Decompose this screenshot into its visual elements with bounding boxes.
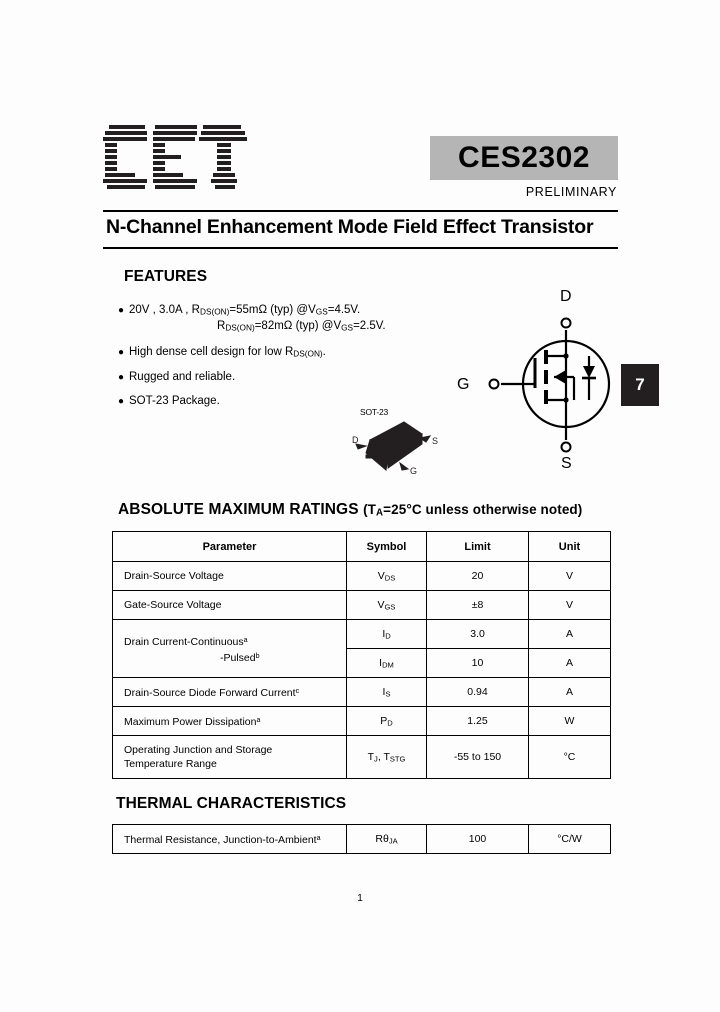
row-limit: -55 to 150 xyxy=(427,736,529,779)
row-symbol: $I_D$ xyxy=(347,620,427,649)
features-list xyxy=(118,303,418,418)
features-heading: FEATURES xyxy=(124,268,208,285)
page-title: N-Channel Enhancement Mode Field Effect Transistor xyxy=(106,216,594,238)
row-parameter: Gate-Source Voltage xyxy=(113,591,347,620)
package-pin-g-label: G xyxy=(410,466,418,476)
table-row xyxy=(113,562,611,591)
feature-item-rdson xyxy=(118,303,418,336)
table-row xyxy=(113,825,611,854)
sot23-package-drawing xyxy=(352,408,444,480)
row-unit: °C xyxy=(529,736,611,779)
row-symbol: $V_{DS}$ xyxy=(347,562,427,591)
row-symbol: $I_{DM}$ xyxy=(347,649,427,678)
thermal-characteristics-table xyxy=(112,824,611,854)
ratings-condition: ($T_A=25^\circ C$ unless otherwise noted) xyxy=(363,502,583,519)
symbol-drain-label: D xyxy=(560,288,572,305)
table-header-row xyxy=(113,532,611,562)
row-unit: °C/W xyxy=(529,825,611,854)
row-limit: 0.94 xyxy=(427,678,529,707)
row-symbol: $P_D$ xyxy=(347,707,427,736)
package-pin-s-label: S xyxy=(432,436,439,446)
absolute-maximum-ratings-heading: ABSOLUTE MAXIMUM RATINGS ($T_A=25^\circ C$ unless otherwise noted) xyxy=(118,501,583,519)
row-limit: 100 xyxy=(427,825,529,854)
feature-text: Rugged and reliable. xyxy=(129,371,236,384)
bullet-icon: ● xyxy=(118,372,125,384)
row-unit: A xyxy=(529,649,611,678)
row-limit: ±8 xyxy=(427,591,529,620)
feature-text: SOT-23 Package. xyxy=(129,395,220,408)
table-row xyxy=(113,678,611,707)
row-limit: 3.0 xyxy=(427,620,529,649)
row-parameter: Drain-Source Diode Forward Current$^c$ xyxy=(113,678,347,707)
row-limit: 1.25 xyxy=(427,707,529,736)
column-header-limit: Limit xyxy=(427,532,529,562)
table-row xyxy=(113,620,611,649)
row-symbol: $I_S$ xyxy=(347,678,427,707)
cet-logo xyxy=(103,123,249,193)
feature-line-2: $R_{DS(ON)}=82m\Omega$ (typ) $@V_{GS}=2.5V$. xyxy=(217,320,386,333)
row-parameter: Maximum Power Dissipation$^a$ xyxy=(113,707,347,736)
row-unit: V xyxy=(529,562,611,591)
row-limit: 10 xyxy=(427,649,529,678)
table-row xyxy=(113,591,611,620)
row-symbol: $V_{GS}$ xyxy=(347,591,427,620)
feature-line-1: 20V , 3.0A , $R_{DS(ON)}=55m\Omega$ (typ) $@V_{GS}=4.5V$. xyxy=(129,304,361,317)
title-rule-bottom xyxy=(103,247,618,249)
page-number: 1 xyxy=(357,893,363,904)
package-pin-d-label: D xyxy=(352,435,359,445)
table-row xyxy=(113,707,611,736)
part-number: CES2302 xyxy=(458,141,590,174)
package-label: SOT-23 xyxy=(360,407,389,417)
feature-item-cell-design: ● High dense cell design for low $R_{DS(ON)}$. xyxy=(118,345,326,359)
part-number-box xyxy=(430,136,618,180)
mosfet-symbol xyxy=(456,288,626,480)
row-symbol: $T_J$, $T_{STG}$ xyxy=(347,736,427,779)
title-rule-top xyxy=(103,210,618,212)
row-limit: 20 xyxy=(427,562,529,591)
column-header-unit: Unit xyxy=(529,532,611,562)
feature-item-rugged xyxy=(118,370,418,385)
row-parameter: Drain-Source Voltage xyxy=(113,562,347,591)
bullet-icon: ● xyxy=(118,396,125,408)
absolute-maximum-ratings-table xyxy=(112,531,611,779)
row-unit: A xyxy=(529,678,611,707)
page-header xyxy=(103,118,618,208)
symbol-gate-label: G xyxy=(457,376,470,393)
row-unit: V xyxy=(529,591,611,620)
column-header-symbol: Symbol xyxy=(347,532,427,562)
bullet-icon: ● xyxy=(118,346,125,358)
column-header-parameter: Parameter xyxy=(113,532,347,562)
page-tab-number: 7 xyxy=(621,364,659,406)
row-unit: A xyxy=(529,620,611,649)
bullet-icon: ● xyxy=(118,305,125,316)
table-row xyxy=(113,736,611,779)
row-parameter: Operating Junction and Storage Temperature Range xyxy=(113,736,347,779)
symbol-source-label: S xyxy=(561,455,572,472)
thermal-characteristics-heading: THERMAL CHARACTERISTICS xyxy=(116,795,347,812)
row-parameter: Drain Current-Continuous$^a$ -Pulsed$^b$ xyxy=(113,620,347,678)
row-unit: W xyxy=(529,707,611,736)
row-parameter: Thermal Resistance, Junction-to-Ambient$^a$ xyxy=(113,825,347,854)
row-symbol: $R\theta_{JA}$ xyxy=(347,825,427,854)
status-label: PRELIMINARY xyxy=(525,185,617,199)
